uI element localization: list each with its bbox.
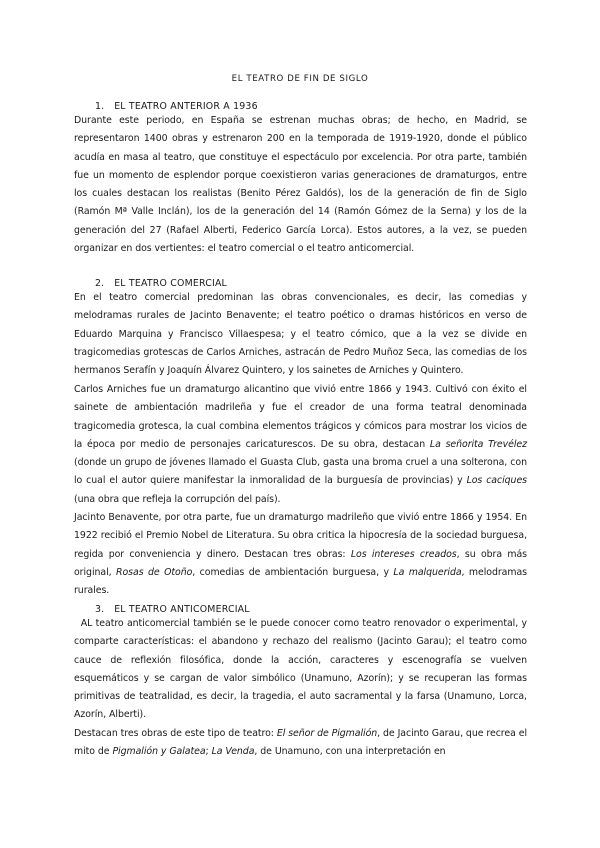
paragraph xyxy=(74,112,527,258)
paragraph xyxy=(74,381,527,509)
text-run: Durante este periodo, en España se estrenan muchas obras; de hecho, en Madrid, se representaron 1400 obras y estrenaron 200 en la temporada de 1919-1920, donde el público acudía en masa al teatro, que constituye el espectáculo por excelencia. Por otra parte, también fue un momento de esplendor porque coexistieron varias generaciones de dramaturgos, entre los cuales destacan los realistas (Benito Pérez Galdós), los de la generación de fin de Siglo (Ramón Mª Valle Inclán), los de la generación del 14 (Ramón Gómez de la Serna) y los de la generación del 27 (Rafael Alberti, Federico García Lorca). Estos autores, a la vez, se pueden organizar en dos vertientes: el teatro comercial o el teatro anticomercial. xyxy=(74,115,527,255)
section-number: 2. xyxy=(95,278,105,289)
text-run: , su obra más original, xyxy=(74,548,527,578)
text-run: , de Unamuno, con una interpretación en xyxy=(254,746,446,758)
text-run: Carlos Arniches fue un dramaturgo alicantino que vivió entre 1866 y 1943. Cultivó con éxito el sainete de ambientación madrileña y fue el creador de una forma teatral denominada tragicomedia grotesca, la cual combina elementos trágicos y cómicos para mostrar los vicios de la época por medio de personajes caricaturescos. De su obra, destacan xyxy=(74,384,527,450)
paragraph xyxy=(74,509,527,600)
paragraph xyxy=(74,725,527,762)
work-title: Pigmalión y Galatea xyxy=(112,746,206,758)
section-heading-3 xyxy=(95,604,250,615)
text-run: ; xyxy=(205,746,212,758)
work-title: La Venda xyxy=(211,746,255,758)
section-title: EL TEATRO COMERCIAL xyxy=(114,278,227,289)
work-title: El señor de Pigmalión xyxy=(276,728,378,739)
text-run: (donde un grupo de jóvenes llamado el Guasta Club, gasta una broma cruel a una solterona, con lo cual el autor quiere manifestar la inmoralidad de la burguesía de provincias) y xyxy=(74,457,527,487)
text-run: En el teatro comercial predominan las obras convencionales, es decir, las comedias y melodramas rurales de Jacinto Benavente; el teatro poético o dramas históricos en verso de Eduardo Marquina y Francisco Villaespesa; y el teatro cómico, que a la vez se divide en tragicomedias grotescas de Carlos Arniches, astracán de Pedro Muñoz Seca, las comedias de los hermanos Serafín y Joaquín Álvarez Quintero, y los sainetes de Arniches y Quintero. xyxy=(74,292,527,377)
text-run: Destacan tres obras de este tipo de teatro: xyxy=(74,728,277,739)
text-run: , de Jacinto Garau, que recrea el mito de xyxy=(74,728,528,758)
text-run: AL teatro anticomercial también se le puede conocer como teatro renovador o experimental, y comparte características: el abandono y rechazo del realismo (Jacinto Garau); el teatro como cauce de reflexión filosófica, donde la acción, caracteres y escenografía se vuelven esquemáticos y se cargan de valor simbólico (Unamuno, Azorín); y se recuperan las formas primitivas de teatralidad, es decir, la tragedia, el auto sacramental y la farsa (Unamuno, Lorca, Azorín, Alberti). xyxy=(74,618,530,721)
text-run: , comedias de ambientación burguesa, y xyxy=(192,566,394,578)
text-run: (una obra que refleja la corrupción del país). xyxy=(74,493,281,505)
document-title: EL TEATRO DE FIN DE SIGLO xyxy=(231,74,369,84)
work-title: Rosas de Otoño xyxy=(116,566,193,578)
text-run: Jacinto Benavente, por otra parte, fue un dramaturgo madrileño que vivió entre 1866 y 1954. En 1922 recibió el Premio Nobel de Literatura. Su obra critica la hipocresía de la sociedad burguesa, regida por conveniencia y dinero. Destacan tres obras: xyxy=(74,512,527,560)
section-number: 1. xyxy=(95,101,105,112)
work-title: Los intereses creados xyxy=(350,548,457,560)
text-run: , melodramas rurales. xyxy=(74,566,527,597)
section-heading-1 xyxy=(95,101,258,112)
work-title: La señorita Trevélez xyxy=(429,438,527,450)
work-title: La malquerida xyxy=(393,566,462,578)
section-title: EL TEATRO ANTERIOR A 1936 xyxy=(114,101,258,112)
paragraph xyxy=(74,615,530,725)
section-title: EL TEATRO ANTICOMERCIAL xyxy=(114,604,250,615)
section-heading-2 xyxy=(95,278,227,289)
paragraph xyxy=(74,289,527,380)
work-title: Los caciques xyxy=(466,475,527,487)
section-number: 3. xyxy=(95,604,105,615)
